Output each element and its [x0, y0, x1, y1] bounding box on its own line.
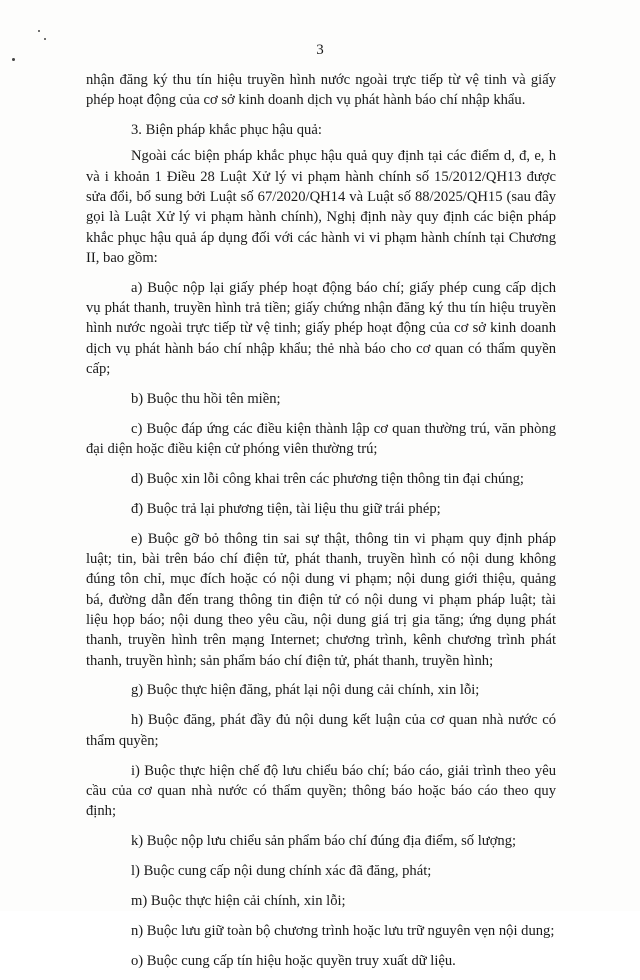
list-item-k: k) Buộc nộp lưu chiểu sản phẩm báo chí đúng địa điểm, số lượng;	[131, 833, 517, 850]
list-item-b: b) Buộc thu hồi tên miền;	[131, 390, 281, 407]
scan-speck	[44, 38, 46, 40]
paragraph-continuation: nhận đăng ký thu tín hiệu truyền hình nước ngoài trực tiếp từ vệ tinh và giấy phép hoạt động của cơ sở kinh doanh dịch vụ phát hành báo chí nhập khẩu.	[86, 72, 556, 109]
list-item-h: h) Buộc đăng, phát đầy đủ nội dung kết luận của cơ quan nhà nước có thẩm quyền;	[86, 712, 556, 749]
list-item-dd: đ) Buộc trả lại phương tiện, tài liệu thu giữ trái phép;	[131, 500, 441, 517]
paragraph-intro: Ngoài các biện pháp khắc phục hậu quả quy định tại các điểm d, đ, e, h và i khoản 1 Điều 28 Luật Xử lý vi phạm hành chính số 15/2012/QH13 được sửa đổi, bổ sung bởi Luật số 67/2020/QH14 và Luật số 88/2025/QH15 (sau đây gọi là Luật Xử lý vi phạm hành chính), Nghị định này quy định các biện pháp khắc phục hậu quả áp dụng đối với các hành vi vi phạm hành chính tại Chương II, bao gồm:	[86, 148, 556, 266]
list-item-o: o) Buộc cung cấp tín hiệu hoặc quyền truy xuất dữ liệu.	[131, 952, 456, 969]
document-body	[86, 70, 556, 980]
list-item-i: i) Buộc thực hiện chế độ lưu chiểu báo chí; báo cáo, giải trình theo yêu cầu của cơ quan nhà nước có thẩm quyền; thông báo hoặc báo cáo theo quy định;	[86, 762, 556, 820]
list-item-d: d) Buộc xin lỗi công khai trên các phương tiện thông tin đại chúng;	[131, 471, 524, 488]
list-item-n: n) Buộc lưu giữ toàn bộ chương trình hoặc lưu trữ nguyên vẹn nội dung;	[131, 922, 555, 939]
list-item-a: a) Buộc nộp lại giấy phép hoạt động báo chí; giấy phép cung cấp dịch vụ phát thanh, truyền hình trả tiền; giấy chứng nhận đăng ký thu tín hiệu truyền hình nước ngoài trực tiếp từ vệ tinh; giấy phép hoạt động của cơ sở kinh doanh dịch vụ phát hành báo chí nhập khẩu; thẻ nhà báo cho cơ quan có thẩm quyền cấp;	[86, 279, 556, 378]
list-item-g: g) Buộc thực hiện đăng, phát lại nội dung cải chính, xin lỗi;	[131, 682, 480, 699]
list-item-e: e) Buộc gỡ bỏ thông tin sai sự thật, thông tin vi phạm quy định pháp luật; tin, bài trên báo chí điện tử, phát thanh, truyền hình có nội dung không đúng tôn chỉ, mục đích hoặc có nội dung vi phạm; nội dung giới thiệu, quảng bá, đường dẫn đến trang thông tin điện tử có nội dung vi phạm pháp luật; tài liệu họp báo; nội dung theo yêu cầu, nội dung giá trị gia tăng; ứng dụng phát thanh, truyền hình trên mạng Internet; chương trình, kênh chương trình phát thanh, truyền hình; sản phẩm báo chí điện tử, phát thanh, truyền hình;	[86, 530, 556, 669]
section-heading: 3. Biện pháp khắc phục hậu quả:	[131, 122, 322, 139]
list-item-c: c) Buộc đáp ứng các điều kiện thành lập cơ quan thường trú, văn phòng đại diện hoặc điều kiện cử phóng viên thường trú;	[86, 420, 556, 458]
scan-speck	[38, 30, 40, 32]
page-number: 3	[316, 42, 324, 58]
list-item-l: l) Buộc cung cấp nội dung chính xác đã đăng, phát;	[131, 862, 432, 879]
list-item-m: m) Buộc thực hiện cải chính, xin lỗi;	[131, 892, 346, 909]
